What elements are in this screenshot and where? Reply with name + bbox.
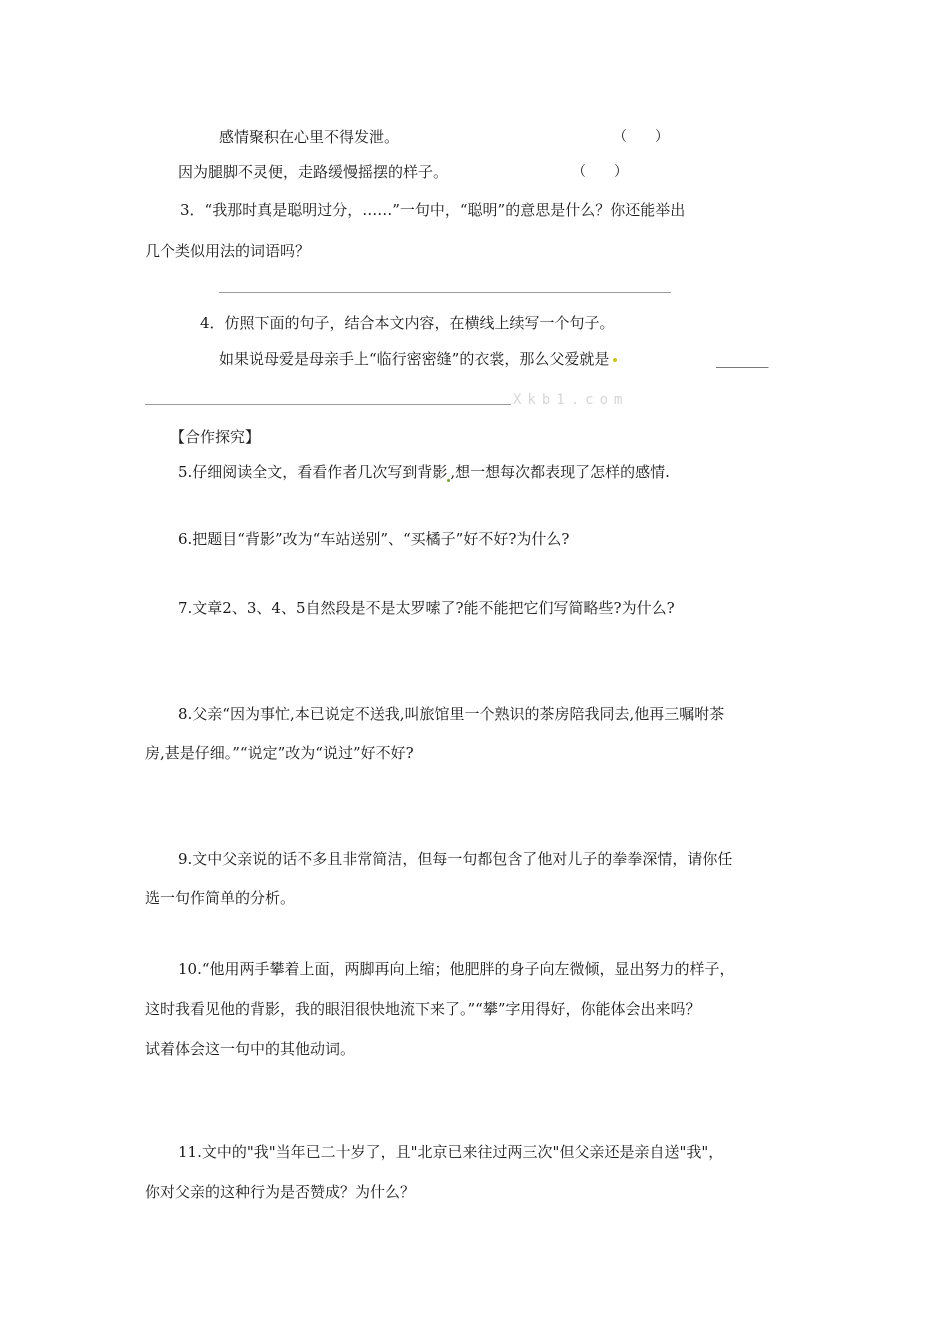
question-5 — [178, 462, 670, 482]
section-heading: 【合作探究】 — [170, 428, 261, 446]
question-3-line-2: 几个类似用法的词语吗？ — [145, 242, 311, 260]
answer-blank-line-4 — [145, 404, 511, 405]
question-11-line-1: 11.文中的"我"当年已二十岁了，且"北京已来往过两三次"但父亲还是亲自送"我"， — [178, 1143, 724, 1161]
question-10-line-3: 试着体会这一句中的其他动词。 — [145, 1040, 356, 1058]
answer-blank-line-3 — [219, 292, 671, 293]
question-9-line-2: 选一句作简单的分析。 — [145, 889, 296, 907]
question-10-line-1: 10.“他用两手攀着上面，两脚再向上缩；他肥胖的身子向左微倾，显出努力的样子， — [178, 960, 735, 978]
answer-blank-4: _______ — [716, 350, 769, 368]
answer-parentheses-2: （ ） — [572, 164, 628, 180]
answer-parentheses-1: （ ） — [613, 129, 669, 145]
question-8-line-2: 房,甚是仔细。”“说定”改为“说过”好不好? — [145, 744, 414, 762]
question-10-line-2: 这时我看见他的背影，我的眼泪很快地流下来了。”“攀”字用得好，你能体会出来吗？ — [145, 1000, 701, 1018]
question-4-line-1: 4．仿照下面的句子，结合本文内容，在横线上续写一个句子。 — [200, 314, 615, 332]
question-11-line-2: 你对父亲的这种行为是否赞成？为什么？ — [145, 1183, 416, 1201]
answer-option-line-2: 因为腿脚不灵便，走路缓慢摇摆的样子。 — [178, 163, 449, 181]
question-5-text-end: ,想一想每次都表现了怎样的感情. — [450, 463, 670, 481]
question-7: 7.文章2、3、4、5自然段是不是太罗嗦了?能不能把它们写简略些?为什么? — [178, 599, 675, 617]
answer-option-line-1: 感情聚积在心里不得发泄。 — [219, 128, 400, 146]
highlight-mark — [613, 358, 617, 362]
question-8-line-1: 8.父亲“因为事忙,本已说定不送我,叫旅馆里一个熟识的茶房陪我同去,他再三嘱咐茶 — [178, 705, 725, 723]
watermark: Xkb1.com — [513, 392, 629, 408]
question-3-line-1: 3．“我那时真是聪明过分，……”一句中，“聪明”的意思是什么？你还能举出 — [180, 201, 686, 219]
question-6: 6.把题目“背影”改为“车站送别”、“买橘子”好不好?为什么? — [178, 530, 570, 548]
question-9-line-1: 9.文中父亲说的话不多且非常简洁，但每一句都包含了他对儿子的拳拳深情，请你任 — [178, 850, 733, 868]
question-5-text: 5.仔细阅读全文，看看作者几次写到背影 — [178, 463, 448, 481]
question-4-prompt: 如果说母爱是母亲手上“临行密密缝”的衣裳，那么父爱就是 — [219, 350, 610, 368]
question-4-line-2 — [219, 349, 617, 369]
